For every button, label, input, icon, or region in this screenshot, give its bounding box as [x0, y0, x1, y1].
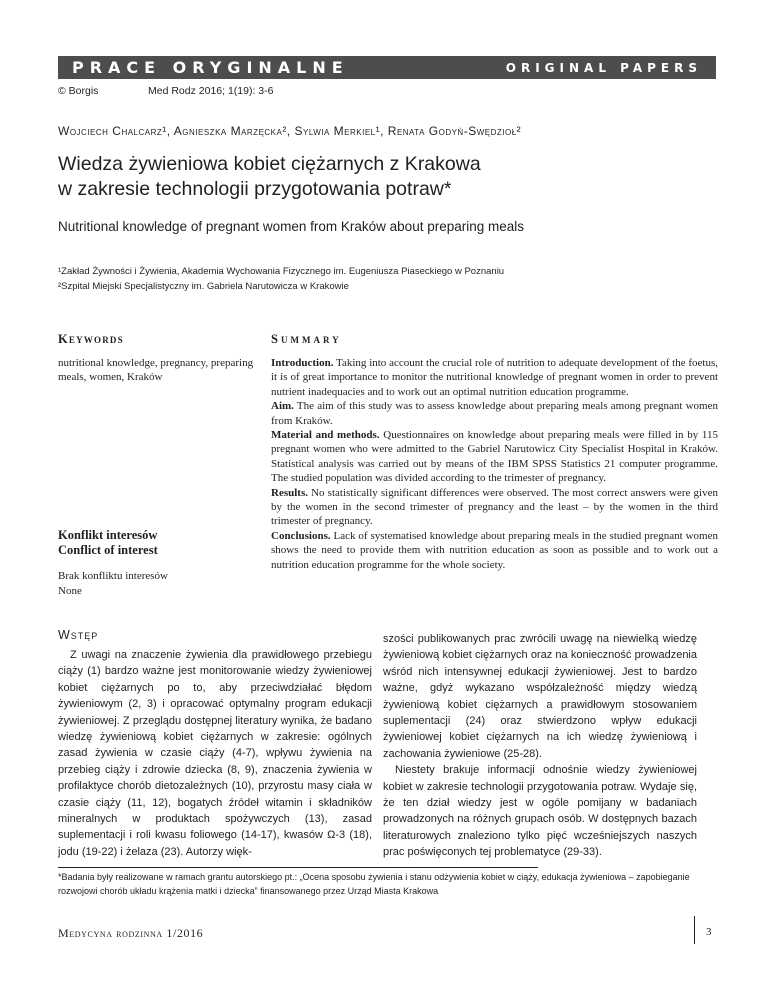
- aim-text: The aim of this study was to assess knowledge about preparing meals among pregnant women from Kraków.: [271, 400, 718, 427]
- summary-text: [271, 356, 718, 572]
- intro-column-2: [383, 631, 697, 861]
- conflict-heading-pl: Konflikt interesów: [58, 528, 158, 542]
- summary-heading: Summary: [271, 332, 342, 346]
- conflict-values: [58, 569, 168, 598]
- article-subtitle: Nutritional knowledge of pregnant women from Kraków about preparing meals: [58, 219, 525, 234]
- keywords-text: nutritional knowledge, pregnancy, preparing meals, women, Kraków: [58, 357, 254, 383]
- citation: Med Rodz 2016; 1(19): 3-6: [148, 85, 274, 97]
- intro-label: Introduction.: [271, 357, 334, 369]
- article-title: [58, 152, 678, 202]
- footnote-rule: [58, 867, 538, 868]
- results-label: Results.: [271, 486, 308, 499]
- intro-column-1: Z uwagi na znaczenie żywienia dla prawidłowego przebiegu ciąży (1) bardzo ważne jest monitorowanie wiedzy żywieniowej kobiet ciężarnych po to, aby przeciwdziałać błędom żywieniowym (2, 3) i opracować optymalny program edukacji żywieniowej. Z przeglądu dostępnej literatury wynika, że badano wiedzę żywieniową kobiet ciężarnych w zakresie: ogólnych zasad żywienia w czasie ciąży (4-7), wpływu żywienia na przebieg ciąży i zdrowie dziecka (8, 9), znaczenia żywienia w profilaktyce chorób dietozależnych (10), przyrostu masy ciała w czasie ciąży (11, 12), bogatych źródeł witamin i składników mineralnych w produktach spożywczych (13), zasad suplementacji i roli kwasu foliowego (14-17), kwasów Ω-3 (18), jodu (19-22) i żelaza (23). Autorzy więk-: [58, 649, 372, 858]
- copyright: © Borgis: [58, 85, 99, 97]
- authors: Wojciech Chalcarz¹, Agnieszka Marzęcka², Sylwia Merkiel¹, Renata Godyń-Swędzioł²: [58, 124, 522, 138]
- affiliation-1: ¹Zakład Żywności i Żywienia, Akademia Wychowania Fizycznego im. Eugeniusza Piaseckiego w Poznaniu: [58, 266, 505, 277]
- title-line-1: Wiedza żywieniowa kobiet ciężarnych z Krakowa: [58, 153, 481, 175]
- footnote: *Badania były realizowane w ramach grantu autorskiego pt.: „Ocena sposobu żywienia i stanu odżywienia kobiet w ciąży, edukacja żywieniowa – zapobieganie rozwojowi chorób układu krążenia matki i dziecka” finansowanego przez Urząd Miasta Krakowa: [58, 872, 690, 896]
- journal-footer: Medycyna rodzinna 1/2016: [58, 926, 204, 940]
- keywords-heading: Keywords: [58, 332, 124, 346]
- methods-text: Questionnaires on knowledge about preparing meals were filled in by 115 pregnant women who were admitted to the Gabriel Narutowicz City Specialist Hospital in Kraków. Statistical analysis was carried out by means of the IBM SPSS Statistics 21 computer programme. The studied population was divided according to the trimester of pregnancy.: [271, 429, 718, 485]
- page-number: 3: [706, 926, 712, 938]
- page-divider: [694, 916, 695, 944]
- conflict-value-pl: Brak konfliktu interesów: [58, 570, 168, 582]
- title-line-2: w zakresie technologii przygotowania potraw*: [58, 178, 452, 200]
- section-label-pl: PRACE ORYGINALNE: [72, 58, 349, 77]
- intro-paragraph-2a: szości publikowanych prac zwrócili uwagę na niewielką wiedzę żywieniową kobiet ciężarnych oraz na konieczność prowadzenia wśród nich intensywnej edukacji żywieniowej. Jest to bardzo ważne, gdyż wykazano współzależność między wiedzą żywieniową kobiet ciężarnych a prawidłowym stosowaniem suplementacji (24) oraz stwierdzono wpływ edukacji żywieniowej kobiet ciężarnych na ich wiedzę żywieniową i zachowania żywieniowe (25-28).: [383, 633, 697, 760]
- affiliation-2: ²Szpital Miejski Specjalistyczny im. Gabriela Narutowicza w Krakowie: [58, 281, 349, 292]
- intro-text: Taking into account the crucial role of nutrition to adequate development of the foetus, it is of great importance to monitor the nutritional knowledge of pregnant women in order to prevent nutrient inadequacies and to work out an optimal nutrition education programme.: [271, 357, 718, 398]
- conclusions-text: Lack of systematised knowledge about preparing meals in the studied pregnant women shows the need to provide them with nutrition education as soon as possible and to work out a nutrition education programme for the whole society.: [271, 529, 718, 571]
- conflict-heading: [58, 528, 158, 558]
- conflict-value-en: None: [58, 584, 82, 597]
- intro-heading: Wstęp: [58, 628, 99, 642]
- aim-label: Aim.: [271, 400, 294, 413]
- section-banner: [58, 56, 716, 79]
- conflict-heading-en: Conflict of interest: [58, 543, 158, 557]
- conclusions-label: Conclusions.: [271, 529, 331, 542]
- intro-paragraph-2b: Niestety brakuje informacji odnośnie wiedzy żywieniowej kobiet w zakresie technologii przygotowania potraw. Wydaje się, że ten dział wiedzy jest w ogóle pomijany w badaniach prowadzonych na różnych grupach osób. W dostępnych bazach literaturowych znaleziono tylko pięć wcześniejszych naszych prac poświęconych tej problematyce (29-33).: [383, 764, 697, 859]
- methods-label: Material and methods.: [271, 429, 380, 442]
- section-label-en: ORIGINAL PAPERS: [505, 61, 702, 75]
- results-text: No statistically significant differences were observed. The most correct answers were given by the women in the second trimester of pregnancy and the least – by the women in the third trimester of pregnancy.: [271, 486, 718, 528]
